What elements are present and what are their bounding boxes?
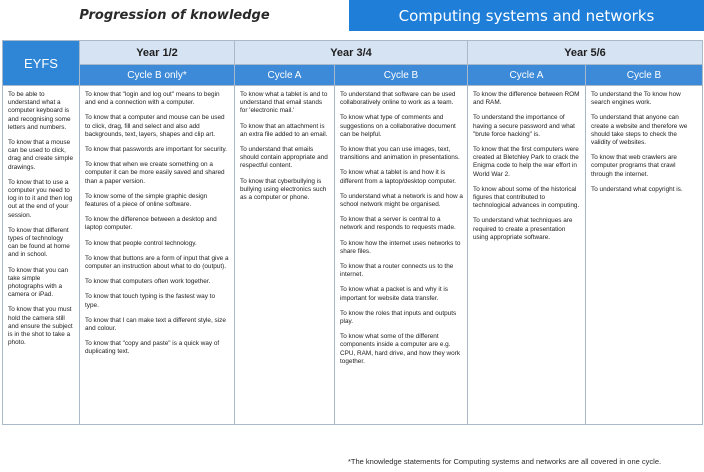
statement: To know what some of the different components inside a computer are e.g. CPU, RAM, hard drive, and how they work together. [340,333,461,365]
statement: To know what a tablet is and how it is different from a laptop/desktop computer. [340,169,457,185]
year-3-4-cycle-a-statements [235,86,335,425]
year-1-2-cycle-b-statements [80,86,235,425]
statement: To know that computers often work together. [85,278,211,286]
statement: To understand the importance of having a secure password and what "brute force hacking" is. [473,114,575,138]
statement: To be able to understand what a computer keyboard is and recognising some letters and numbers. [8,91,71,131]
statement: To understand the To know how search engines work. [591,91,681,107]
eyfs-header: EYFS [3,41,80,86]
statement: To know that people control technology. [85,239,197,247]
statement: To know that passwords are important for security. [85,146,227,154]
statement: To know that you must hold the camera still and ensure the subject is in the shot to take a photo. [8,306,73,347]
statement: To know that when we create something on a computer it can be more easily saved and shared than a paper version. [85,161,225,185]
statement: To know that touch typing is the fastest way to type. [85,293,216,309]
statement: To know the roles that inputs and outputs play. [340,309,457,326]
year-1-2-header: Year 1/2 [80,41,235,65]
statement: To know that a server is central to a network and responds to requests made. [340,216,456,232]
statement: To know about some of the historical figures that contributed to technological advances in computing. [473,185,580,210]
cycle-header-y34-a: Cycle A [235,65,335,86]
eyfs-statements [3,86,80,425]
statement: To understand that software can be used collaboratively online to work as a team. [340,91,456,107]
statement: To know that a mouse can be used to click, drag and create simple drawings. [8,139,74,171]
knowledge-table [2,40,703,425]
year-3-4-cycle-b-statements [335,86,468,425]
statement: To know that the first computers were created at Bletchley Park to crack the Enigma code to help the war effort in World War 2. [473,146,579,178]
year-3-4-header: Year 3/4 [235,41,468,65]
statement: To know that an attachment is an extra file added to an email. [240,122,328,138]
page-banner [0,0,704,31]
statement: To understand what a network is and how a school network might be organised. [340,192,463,209]
statement: To know what type of comments and suggestions on a collaborative document can be helpful. [340,114,456,138]
footnote: *The knowledge statements for Computing systems and networks are all covered in one cycle. [348,457,662,466]
statement: To know the difference between a desktop and laptop computer. [85,216,217,232]
statement: To know that cyberbullying is bullying using electronics such as a computer or phone. [240,177,327,202]
statement: To know some of the simple graphic design features of a piece of online software. [85,192,208,209]
cycle-header-y34-b: Cycle B [335,65,468,86]
statement: To know that different types of technology can be found at home and in school. [8,226,70,259]
statement: To know that a computer and mouse can be used to click, drag, fill and select and also add backgrounds, text, layers, shapes and clip art. [85,114,225,138]
statement: To understand what techniques are required to create a presentation using appropriate software. [473,217,573,241]
year-5-6-cycle-a-statements [468,86,586,425]
statement: To know what a packet is and why it is important for website data transfer. [340,286,448,302]
year-5-6-cycle-b-statements [586,86,703,425]
statement: To know that you can use images, text, transitions and animation in presentations. [340,146,460,162]
statement: To know that to use a computer you need to log in to it and then log out at the end of your session. [8,178,73,219]
statement: To know that "copy and paste" is a quick way of duplicating text. [85,340,220,356]
statement: To know that buttons are a form of input that give a computer an instruction about what to do (output). [85,254,229,271]
statement: To know the difference between ROM and RAM. [473,91,580,107]
statement: To know that "login and log out" means to begin and end a connection with a computer. [85,91,220,107]
year-5-6-header: Year 5/6 [468,41,703,65]
cycle-header-y56-b: Cycle B [586,65,703,86]
subject-title: Computing systems and networks [349,0,704,31]
progression-title: Progression of knowledge [0,0,349,31]
statement: To know that you can take simple photographs with a camera or iPad. [8,266,69,299]
cycle-header-y12-b: Cycle B only* [80,65,235,86]
statement: To know that web crawlers are computer programs that crawl through the internet. [591,154,677,178]
statement: To know what a tablet is and to understand that email stands for 'electronic mail.' [240,91,328,115]
statement: To know that I can make text a different style, size and colour. [85,316,226,333]
cycle-header-y56-a: Cycle A [468,65,586,86]
statement: To know how the internet uses networks to share files. [340,239,461,255]
statement: To understand what copyright is. [591,185,683,193]
statement: To know that a router connects us to the internet. [340,263,454,279]
statement: To understand that emails should contain appropriate and respectful content. [240,146,328,170]
statement: To understand that anyone can create a website and therefore we should take steps to check the validity of websites. [591,114,688,147]
